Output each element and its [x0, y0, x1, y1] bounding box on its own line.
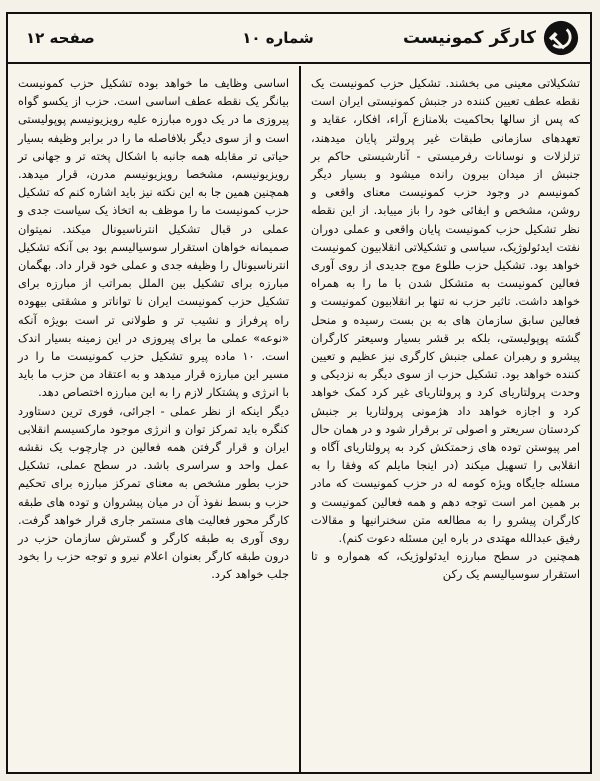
paragraph: تشکیلاتی معینی می بخشند. تشکیل حزب کمونیست یک نقطه عطف تعیین کننده در جنبش کمونیستی ایران است که پس از سالها بحاکمیت بلامنازع آراء، افکار، عقاید و تعهدهای سازمانی طبقات غیر پرولتر پایان میدهند، تزلزلات و نوسانات رفرمیستی - آنارشیستی حاکم بر جنبش از میدان بیرون رانده میشود و بسیار دیگر کمونیسم در وجود حزب کمونیست معنای واقعی و روشن، مشخص و ایفائی خود را باز مییابد. از این نقطه نظر تشکیل حزب کمونیست پایان واقعی و عملی دوران نفتت ایدئولوژیک، سیاسی و تشکیلاتی انقلابیون کمونیست خواهد بود. تشکیل حزب طلوع موج جدیدی از روی آوری فعالین کمونیست به متشکل شدن با ما را به همراه خواهد داشت. تاثیر حزب نه تنها بر انقلابیون کمونیست و فعالین سابق سازمان های به بن بست رسیده و منحل گشته پوپولیستی، بلکه بر قشر بسیار وسیعتر کارگران پیشرو و رهبران عملی جنبش کارگری نیز عظیم و تعیین کننده خواهد بود. تشکیل حزب از سوی دیگر به نزدیکی و وحدت پرولتاریای کرد و پرولتاریای غیر کرد کمک خواهد کرد و اجازه خواهد داد هژمونی پرولتاریا بر جنبش کردستان سریعتر و اصولی تر برقرار شود و در همان حال امر پیوستن توده های زحمتکش کرد به پرولتاریای آگاه و انقلابی را تسهیل میکند (در اینجا مایلم که وفقا را به مسئله جایگاه ویژه کومه له در حزب کمونیست که مادر بر همین امر است توجه دهم و همه فعالین کمونیست و کارگران پیشرو را به مطالعه متن سخنرانیها و مقالات رفیق عبدالله مهتدی در باره این مسئله دعوت کنم). — [311, 76, 580, 546]
masthead — [8, 14, 590, 64]
paragraph: اساسی وظایف ما خواهد بوده تشکیل حزب کمونیست بیانگر یک نقطه عطف اساسی است. حزب از یکسو گواه پیروزی ما در یک دوره مبارزه علیه رویزیونیسم پوپولیستی است و از سوی دیگر بلافاصله ما را در برابر وظیفه بسیار حیاتی تر مقابله همه جانبه با اشکال پخته تر و جهانی تر رویزیونیسم، مشخصا رویزیونیسم مدرن، قرار میدهد. همچنین همین جا به این نکته نیز باید اشاره کنم که تشکیل حزب کمونیست ما را موظف به اتخاذ یک سیاست جدی و عملی در قبال تشکیل انترناسیونال میکند. نمیتوان صمیمانه خواهان استقرار سوسیالیسم بود بی آنکه تشکیل انترناسیونال را وظیفه جدی و عملی خود قرار داد. بهگمان مبارزه برای تشکیل بین الملل بمراتب از مبارزه برای تشکیل حزب کمونیست ایران نا تواناتر و مشقتی بیهوده راه پرفراز و نشیب تر و طولانی تر است بویژه آنکه «نوعه» عملی ما برای پیروزی در این زمینه بسیار اندک است. ۱۰ ماده پیرو تشکیل حزب کمونیست ما را در مسیر این مبارزه قرار میدهد و به اعتقاد من حزب ما باید با انرژی و پشتکار لازم را به این مبارزه اختصاص دهد. — [18, 76, 289, 400]
brand — [360, 19, 590, 57]
page-number: صفحه ۱۲ — [26, 29, 95, 47]
paragraph: همچنین در سطح مبارزه ایدئولوژیک، که همواره و تا استقرار سوسیالیسم یک رکن — [311, 549, 580, 582]
hammer-sickle-icon — [542, 19, 580, 57]
column-left — [8, 66, 299, 772]
article-columns — [8, 66, 590, 772]
paragraph: دیگر اینکه از نظر عملی - اجرائی، فوری ترین دستاورد کنگره باید تمرکز توان و انرژی موجود مارکسیسم انقلابی ایران و قرار گرفتن همه فعالین در چارچوب یک نقشه عمل واحد و سراسری باشد. در سطح عملی، تشکیل حزب بطور مشخص به معنای تمرکز مبارزه برای تحکیم حزب و بسط نفوذ آن در میان پیشروان و توده های طبقه کارگر محور فعالیت های مستمر جاری قرار خواهد گرفت. روی آوری به طبقه کارگر و گسترش سازمان حزب در درون طبقه کارگر بعنوان اعلام نیرو و توجه حزب را بخود جلب خواهد کرد. — [18, 403, 289, 582]
newspaper-page — [6, 12, 592, 774]
issue-number: شماره ۱۰ — [242, 29, 314, 47]
newspaper-title: کارگر کمونیست — [403, 28, 536, 48]
column-right — [299, 66, 590, 772]
